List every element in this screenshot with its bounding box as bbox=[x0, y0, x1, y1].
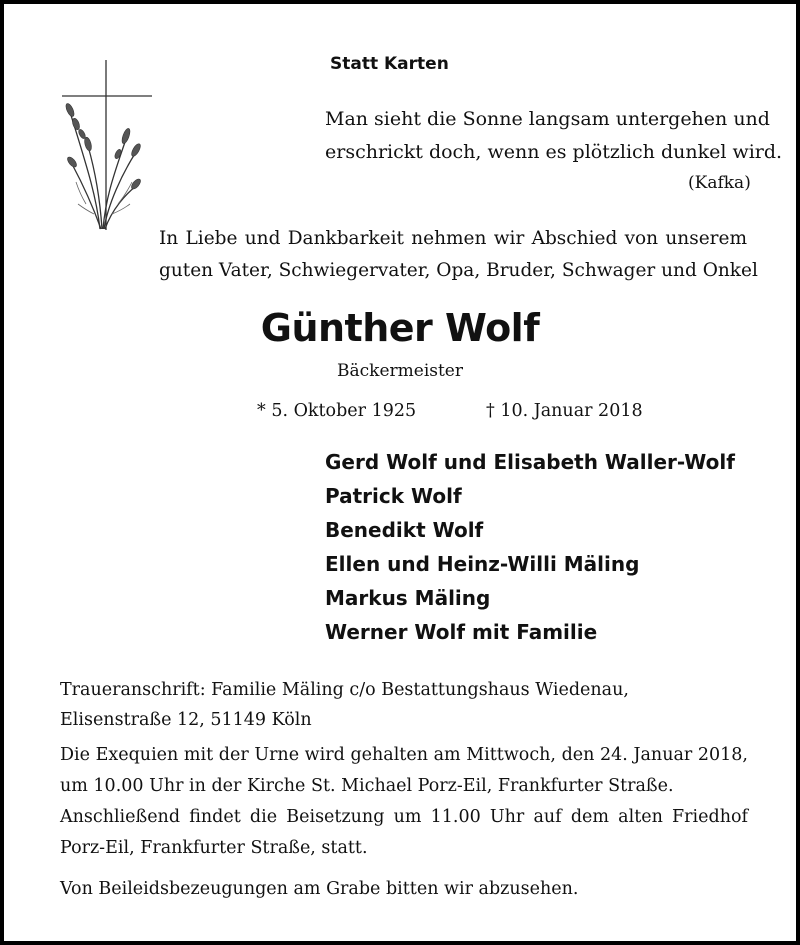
service-text: um 10.00 Uhr in der Kirche St. Michael Porz-Eil, Frankfurter Straße. bbox=[60, 776, 674, 796]
address-text: Elisenstraße 12, 51149 Köln bbox=[60, 710, 312, 730]
family-member: Benedikt Wolf bbox=[325, 518, 484, 542]
deceased-name: Günther Wolf bbox=[260, 306, 540, 350]
intro-text: In Liebe und Dankbarkeit nehmen wir Abschied von unserem bbox=[159, 228, 747, 249]
birth-date: * 5. Oktober 1925 bbox=[257, 401, 417, 421]
deceased-profession: Bäckermeister bbox=[337, 361, 463, 381]
family-member: Markus Mäling bbox=[325, 586, 491, 610]
closing-text: Von Beileidsbezeugungen am Grabe bitten wir abzusehen. bbox=[60, 879, 579, 899]
family-member: Patrick Wolf bbox=[325, 484, 462, 508]
quote-author: (Kafka) bbox=[688, 173, 751, 193]
notice-heading: Statt Karten bbox=[330, 54, 449, 74]
intro-text: guten Vater, Schwiegervater, Opa, Bruder, Schwager und Onkel bbox=[159, 260, 758, 281]
address-text: Traueranschrift: Familie Mäling c/o Bestattungshaus Wiedenau, bbox=[60, 680, 629, 700]
family-member: Gerd Wolf und Elisabeth Waller-Wolf bbox=[325, 450, 735, 474]
family-member: Werner Wolf mit Familie bbox=[325, 620, 598, 644]
quote-line: Man sieht die Sonne langsam untergehen und bbox=[325, 108, 770, 130]
quote-line: erschrickt doch, wenn es plötzlich dunkel wird. bbox=[325, 141, 783, 163]
service-text: Porz-Eil, Frankfurter Straße, statt. bbox=[60, 838, 368, 858]
death-date: † 10. Januar 2018 bbox=[486, 401, 643, 421]
service-text: Anschließend findet die Beisetzung um 11.00 Uhr auf dem alten Friedhof bbox=[60, 807, 748, 827]
cross-with-wheat-icon bbox=[56, 54, 160, 234]
family-member: Ellen und Heinz-Willi Mäling bbox=[325, 552, 640, 576]
service-text: Die Exequien mit der Urne wird gehalten am Mittwoch, den 24. Januar 2018, bbox=[60, 745, 748, 765]
